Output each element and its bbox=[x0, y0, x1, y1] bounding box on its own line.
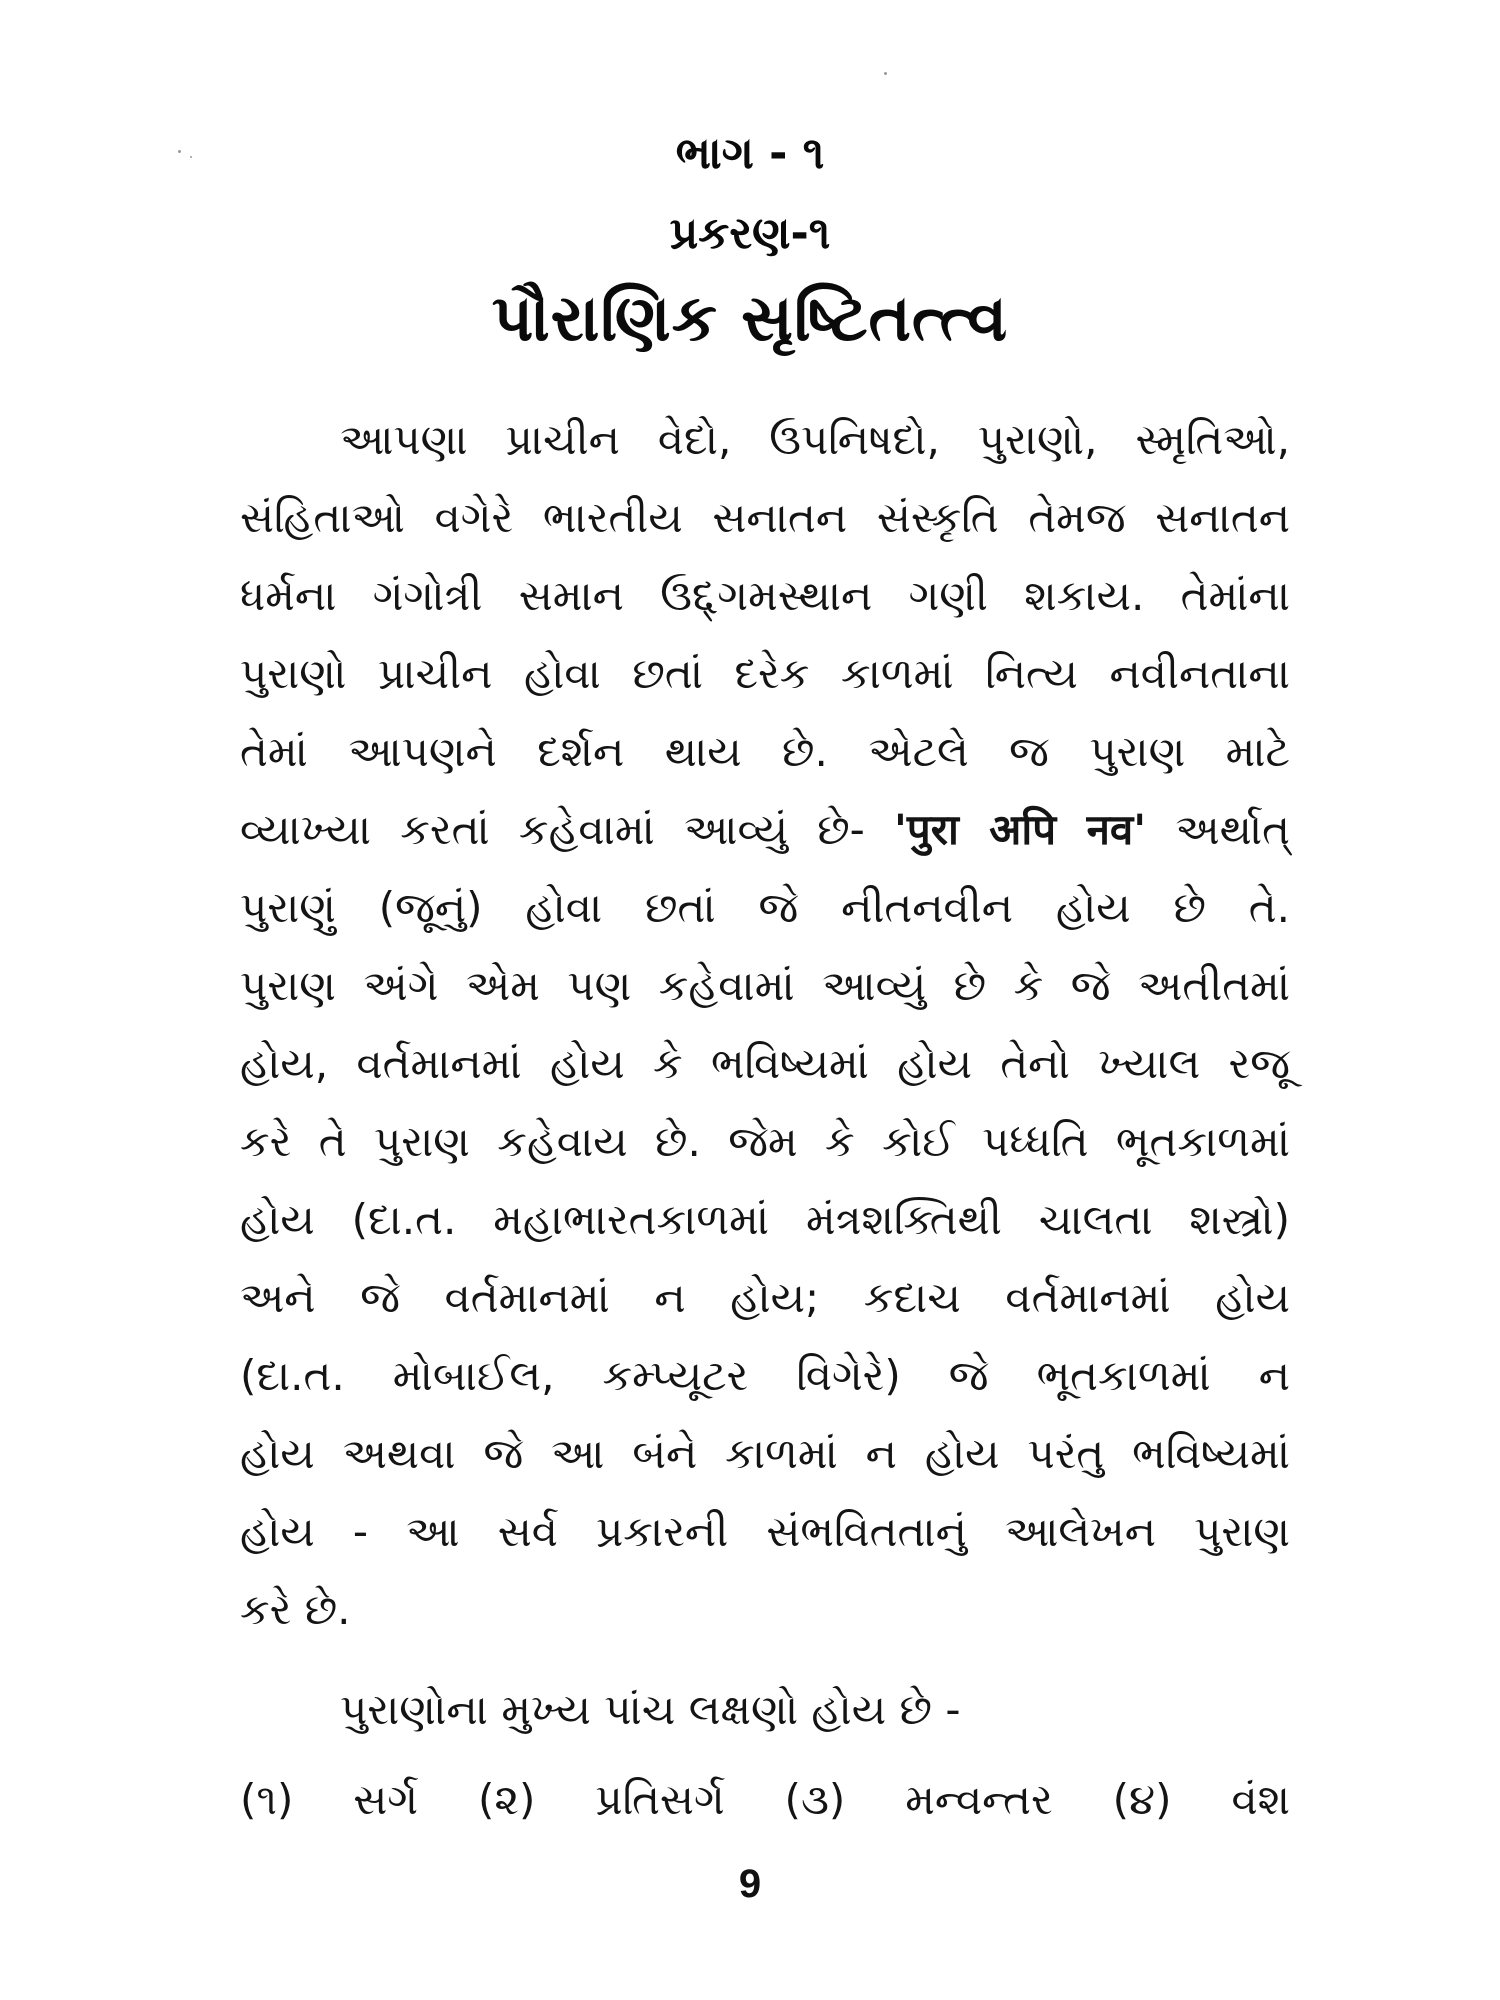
line-text: અર્થાત્ bbox=[1146, 805, 1290, 854]
sanskrit-quote: 'पुरा अपि नव' bbox=[894, 805, 1147, 854]
paragraph-line: હોય, વર્તમાનમાં હોય કે ભવિષ્યમાં હોય તેનો ખ્યાલ રજૂ bbox=[240, 1039, 1290, 1088]
paragraph-line: કરે તે પુરાણ કહેવાય છે. જેમ કે કોઈ પધ્ધતિ ભૂતકાળમાં bbox=[240, 1117, 1290, 1166]
page-number: 9 bbox=[738, 1862, 762, 1906]
paragraph-line: પુરાણો પ્રાચીન હોવા છતાં દરેક કાળમાં નિત્ય નવીનતાના bbox=[240, 649, 1290, 698]
line-text: વ્યાખ્યા કરતાં કહેવામાં આવ્યું છે- bbox=[240, 805, 895, 854]
scan-speck bbox=[884, 72, 887, 75]
paragraph-line: અને જે વર્તમાનમાં ન હોય; કદાચ વર્તમાનમાં હોય bbox=[240, 1273, 1290, 1322]
paragraph-line: (દા.ત. મોબાઈલ, કમ્પ્યૂટર વિગેરે) જે ભૂતકાળમાં ન bbox=[240, 1351, 1290, 1400]
paragraph-line bbox=[240, 800, 1290, 860]
paragraph-line: હોય - આ સર્વ પ્રકારની સંભવિતતાનું આલેખન પુરાણ bbox=[240, 1507, 1290, 1556]
chapter-heading: પ્રકરણ-૧ bbox=[669, 208, 831, 259]
paragraph-line: સંહિતાઓ વગેરે ભારતીય સનાતન સંસ્કૃતિ તેમજ સનાતન bbox=[240, 493, 1290, 542]
paragraph-line: પુરાણું (જૂનું) હોવા છતાં જે નીતનવીન હોય છે તે. bbox=[240, 883, 1290, 932]
paragraph-line: હોય (દા.ત. મહાભારતકાળમાં મંત્રશક્તિથી ચાલતા શસ્ત્રો) bbox=[240, 1195, 1290, 1244]
paragraph-line: હોય અથવા જે આ બંને કાળમાં ન હોય પરંતુ ભવિષ્યમાં bbox=[240, 1429, 1290, 1478]
paragraph-line: કરે છે. bbox=[240, 1585, 351, 1634]
paragraph-line: તેમાં આપણને દર્શન થાય છે. એટલે જ પુરાણ માટે bbox=[240, 727, 1290, 776]
part-heading: ભાગ - ૧ bbox=[675, 128, 825, 179]
paragraph-line: પુરાણ અંગે એમ પણ કહેવામાં આવ્યું છે કે જે અતીતમાં bbox=[240, 961, 1290, 1010]
paragraph-line: (૧) સર્ગ (૨) પ્રતિસર્ગ (૩) મન્વન્તર (૪) વંશ bbox=[240, 1775, 1290, 1824]
paragraph-line: પુરાણોના મુખ્ય પાંચ લક્ષણો હોય છે - bbox=[340, 1685, 961, 1734]
paragraph-line: આપણા પ્રાચીન વેદો, ઉપનિષદો, પુરાણો, સ્મૃતિઓ, bbox=[340, 415, 1290, 464]
paragraph-line: ધર્મના ગંગોત્રી સમાન ઉદ્દ્ગમસ્થાન ગણી શકાય. તેમાંના bbox=[240, 571, 1290, 620]
chapter-title: પૌરાણિક સૃષ્ટિતત્ત્વ bbox=[491, 282, 1009, 356]
